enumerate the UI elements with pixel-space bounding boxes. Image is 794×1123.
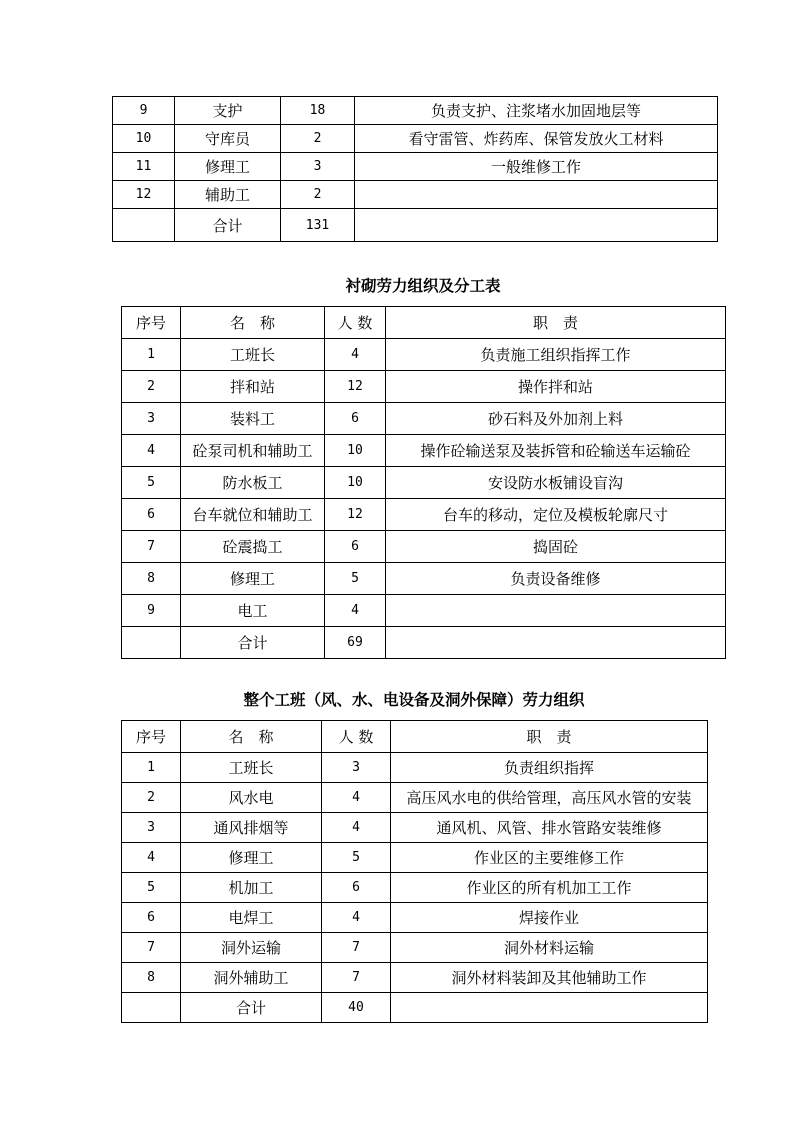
cell-duty: 洞外材料运输 bbox=[391, 933, 708, 963]
cell-count: 6 bbox=[322, 873, 391, 903]
cell-name: 机加工 bbox=[181, 873, 322, 903]
cell-duty bbox=[355, 209, 718, 242]
cell-name: 修理工 bbox=[181, 843, 322, 873]
cell-duty: 焊接作业 bbox=[391, 903, 708, 933]
cell-no: 9 bbox=[122, 595, 181, 627]
cell-count: 69 bbox=[325, 627, 386, 659]
table-header-row bbox=[122, 721, 708, 753]
header-no: 序号 bbox=[122, 307, 181, 339]
cell-duty: 操作拌和站 bbox=[386, 371, 726, 403]
header-duty: 职 责 bbox=[391, 721, 708, 753]
cell-duty: 作业区的主要维修工作 bbox=[391, 843, 708, 873]
cell-duty: 通风机、风管、排水管路安装维修 bbox=[391, 813, 708, 843]
table-row bbox=[113, 181, 718, 209]
header-count: 人 数 bbox=[322, 721, 391, 753]
cell-count: 6 bbox=[325, 531, 386, 563]
table-row bbox=[113, 153, 718, 181]
cell-name: 辅助工 bbox=[175, 181, 281, 209]
cell-no: 4 bbox=[122, 843, 181, 873]
table-row bbox=[122, 873, 708, 903]
cell-count: 40 bbox=[322, 993, 391, 1023]
cell-count: 131 bbox=[281, 209, 355, 242]
cell-no: 7 bbox=[122, 531, 181, 563]
cell-count: 4 bbox=[325, 339, 386, 371]
header-duty: 职 责 bbox=[386, 307, 726, 339]
header-name: 名 称 bbox=[181, 307, 325, 339]
cell-duty: 高压风水电的供给管理，高压风水管的安装 bbox=[391, 783, 708, 813]
table-row bbox=[122, 339, 726, 371]
cell-duty bbox=[386, 627, 726, 659]
header-count: 人 数 bbox=[325, 307, 386, 339]
cell-name: 修理工 bbox=[175, 153, 281, 181]
crew-table-title: 整个工班（风、水、电设备及洞外保障）劳力组织 bbox=[243, 690, 585, 709]
table-row bbox=[113, 97, 718, 125]
table-row bbox=[122, 813, 708, 843]
cell-duty: 操作砼输送泵及装拆管和砼输送车运输砼 bbox=[386, 435, 726, 467]
cell-name: 洞外辅助工 bbox=[181, 963, 322, 993]
cell-name: 电焊工 bbox=[181, 903, 322, 933]
cell-count: 4 bbox=[322, 783, 391, 813]
cell-no: 11 bbox=[113, 153, 175, 181]
cell-no: 3 bbox=[122, 813, 181, 843]
cell-name: 风水电 bbox=[181, 783, 322, 813]
cell-name: 防水板工 bbox=[181, 467, 325, 499]
cell-duty: 负责施工组织指挥工作 bbox=[386, 339, 726, 371]
cell-name: 工班长 bbox=[181, 339, 325, 371]
cell-duty bbox=[355, 181, 718, 209]
cell-name: 修理工 bbox=[181, 563, 325, 595]
cell-duty: 捣固砼 bbox=[386, 531, 726, 563]
cell-count: 12 bbox=[325, 371, 386, 403]
table-row bbox=[122, 903, 708, 933]
table-row bbox=[122, 753, 708, 783]
cell-count: 5 bbox=[322, 843, 391, 873]
table-row bbox=[122, 627, 726, 659]
cell-name: 守库员 bbox=[175, 125, 281, 153]
cell-name: 砼震捣工 bbox=[181, 531, 325, 563]
cell-count: 18 bbox=[281, 97, 355, 125]
cell-duty bbox=[391, 993, 708, 1023]
table-row bbox=[122, 595, 726, 627]
table-row bbox=[122, 783, 708, 813]
cell-duty: 一般维修工作 bbox=[355, 153, 718, 181]
cell-duty bbox=[386, 595, 726, 627]
cell-no bbox=[122, 993, 181, 1023]
cell-duty: 负责设备维修 bbox=[386, 563, 726, 595]
table-header-row bbox=[122, 307, 726, 339]
cell-no: 8 bbox=[122, 963, 181, 993]
cell-no: 9 bbox=[113, 97, 175, 125]
table-row bbox=[122, 963, 708, 993]
table-row bbox=[122, 843, 708, 873]
cell-no: 1 bbox=[122, 753, 181, 783]
cell-count: 4 bbox=[322, 813, 391, 843]
cell-no: 1 bbox=[122, 339, 181, 371]
cell-count: 5 bbox=[325, 563, 386, 595]
cell-no: 2 bbox=[122, 371, 181, 403]
table-row bbox=[122, 563, 726, 595]
cell-no: 6 bbox=[122, 499, 181, 531]
lining-table-title: 衬砌劳力组织及分工表 bbox=[345, 276, 501, 295]
cell-count: 6 bbox=[325, 403, 386, 435]
cell-name: 通风排烟等 bbox=[181, 813, 322, 843]
header-name: 名 称 bbox=[181, 721, 322, 753]
cell-duty: 看守雷管、炸药库、保管发放火工材料 bbox=[355, 125, 718, 153]
cell-count: 4 bbox=[325, 595, 386, 627]
lining-labor-table bbox=[121, 306, 726, 659]
cell-duty: 安设防水板铺设盲沟 bbox=[386, 467, 726, 499]
table-row bbox=[122, 435, 726, 467]
cell-name: 电工 bbox=[181, 595, 325, 627]
cell-count: 10 bbox=[325, 435, 386, 467]
cell-name: 合计 bbox=[181, 627, 325, 659]
table-continued bbox=[112, 96, 718, 242]
cell-count: 4 bbox=[322, 903, 391, 933]
cell-count: 10 bbox=[325, 467, 386, 499]
cell-count: 7 bbox=[322, 933, 391, 963]
table-row bbox=[122, 531, 726, 563]
cell-duty: 负责支护、注浆堵水加固地层等 bbox=[355, 97, 718, 125]
cell-no: 2 bbox=[122, 783, 181, 813]
cell-name: 支护 bbox=[175, 97, 281, 125]
cell-no bbox=[113, 209, 175, 242]
cell-no: 8 bbox=[122, 563, 181, 595]
cell-duty: 台车的移动，定位及模板轮廓尺寸 bbox=[386, 499, 726, 531]
cell-name: 工班长 bbox=[181, 753, 322, 783]
table-row bbox=[122, 371, 726, 403]
cell-duty: 负责组织指挥 bbox=[391, 753, 708, 783]
cell-duty: 洞外材料装卸及其他辅助工作 bbox=[391, 963, 708, 993]
cell-no: 5 bbox=[122, 467, 181, 499]
cell-count: 7 bbox=[322, 963, 391, 993]
cell-no: 4 bbox=[122, 435, 181, 467]
cell-name: 砼泵司机和辅助工 bbox=[181, 435, 325, 467]
table-row bbox=[122, 403, 726, 435]
crew-labor-table bbox=[121, 720, 708, 1023]
cell-duty: 砂石料及外加剂上料 bbox=[386, 403, 726, 435]
cell-name: 拌和站 bbox=[181, 371, 325, 403]
cell-name: 合计 bbox=[175, 209, 281, 242]
cell-count: 2 bbox=[281, 125, 355, 153]
table-row bbox=[122, 993, 708, 1023]
cell-name: 洞外运输 bbox=[181, 933, 322, 963]
table-row bbox=[113, 209, 718, 242]
header-no: 序号 bbox=[122, 721, 181, 753]
table-row bbox=[113, 125, 718, 153]
cell-count: 12 bbox=[325, 499, 386, 531]
table-row bbox=[122, 933, 708, 963]
cell-count: 3 bbox=[322, 753, 391, 783]
cell-count: 3 bbox=[281, 153, 355, 181]
cell-no: 5 bbox=[122, 873, 181, 903]
table-row bbox=[122, 499, 726, 531]
cell-name: 合计 bbox=[181, 993, 322, 1023]
cell-name: 装料工 bbox=[181, 403, 325, 435]
cell-no: 6 bbox=[122, 903, 181, 933]
cell-no: 12 bbox=[113, 181, 175, 209]
cell-no: 3 bbox=[122, 403, 181, 435]
cell-no: 10 bbox=[113, 125, 175, 153]
cell-no bbox=[122, 627, 181, 659]
cell-name: 台车就位和辅助工 bbox=[181, 499, 325, 531]
cell-duty: 作业区的所有机加工工作 bbox=[391, 873, 708, 903]
cell-count: 2 bbox=[281, 181, 355, 209]
table-row bbox=[122, 467, 726, 499]
cell-no: 7 bbox=[122, 933, 181, 963]
